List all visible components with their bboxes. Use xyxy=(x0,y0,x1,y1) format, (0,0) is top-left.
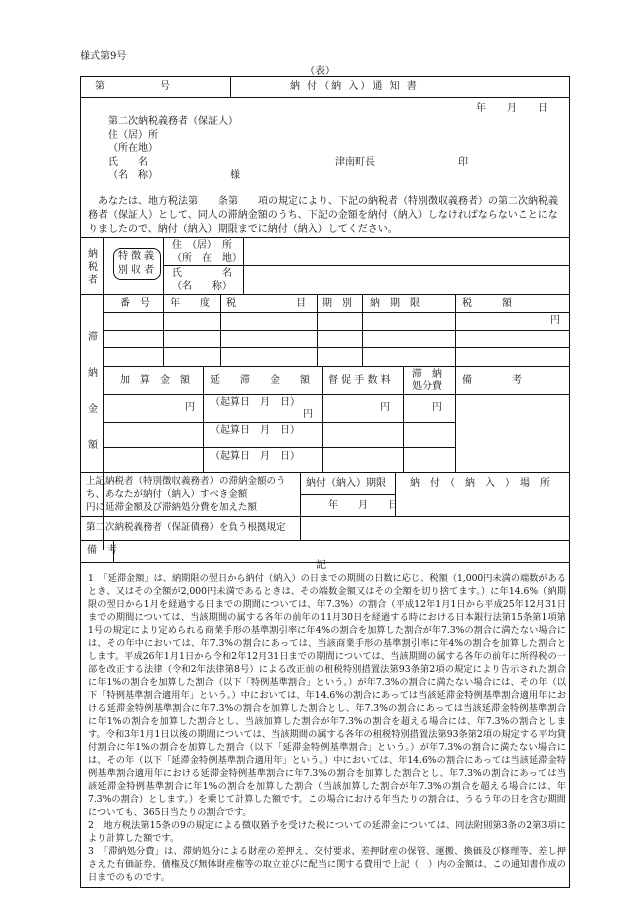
divider xyxy=(322,366,323,472)
divider xyxy=(103,312,570,313)
issuer: 津南町長 xyxy=(335,157,375,168)
divider xyxy=(163,294,164,366)
payment-place-label: 納 付 （ 納 入 ） 場 所 xyxy=(410,478,550,489)
col-reminder-fee: 督 促 手 数 料 xyxy=(328,375,391,386)
col-year: 年 度 xyxy=(170,298,210,309)
note-1: 1 「延滞金額」は、納期限の翌日から納付（納入）の日までの期間の日数に応じ、税額（1,000円未満の端数があるとき、又はその全額が2,000円未満であるときは、その端数金額又はその全額を切り捨てます。）に年14.6%（納期限の翌日から1月を経過する日までの期間については、年7.3%）の割合（平成12年1月1日から平成25年12月31日までの期間については、当該期間の属する各年の前年の11月30日を経過する時における日本銀行法第15条第1項第1号の規定により定められる商業手形の基準割引率に年4%の割合を加算した割合が年7.3%の割合に満たない場合には、その年中においては、年7.3%の割合にあっては、当該商業手形の基準割引率に年4%の割合を加算した割合とします。平成26年1月1日から令和2年12月31日までの期間については、当該期間の属する各年の前年に所得税の一部を改正する法律（令和2年法律第8号）による改正前の租税特別措置法第93条第2項の規定により告示された割合に年1%の割合を加算した割合（以下「特例基準割合」という。）が年7.3%の割合に満たない場合には、その年（以下「特例基準割合適用年」という。）中においては、年14.6%の割合にあっては当該延滞金特例基準割合適用年における延滞金特例基準割合に年7.3%の割合を加算した割合とし、年7.3%の割合にあっては当該延滞金特例基準割合に年1%の割合を加算した割合とし、当該加算した割合が年7.3%の割合を超える場合には、年7.3%の割合とします。令和3年1月1日以後の期間については、当該期間の属する各年の租税特別措置法第93条第2項の規定する平均貸付割合に年1%の割合を加算した割合（以下「延滞金特例基準割合」という。）が年7.3%の割合に満たない場合には、その年（以下「延滞金特例基準割合適用年」という。）中においては、年14.6%の割合にあっては当該延滞金特例基準割合適用年における延滞金特例基準割合に年7.3%の割合を加算した割合とし、年7.3%の割合にあっては当該延滞金特例基準割合に年1%の割合を加算した割合（当該加算した割合が年7.3%の割合を超える場合には、年7.3%の割合）とします。）を乗じて計算した額です。この場合における年当たりの割合は、うるう年の日を含む期間についても、365日当たりの割合です。 xyxy=(88,573,566,818)
arrears-label-1: 滞 xyxy=(88,332,98,343)
taxpayer-location: （所 在 地） xyxy=(172,253,242,264)
divider xyxy=(455,294,456,472)
yen-unit: 円 xyxy=(303,409,313,420)
arrears-label-3: 金 xyxy=(88,404,98,415)
date-day: 日 xyxy=(538,103,548,114)
number-label-2: 号 xyxy=(160,81,170,92)
arrears-label-4: 額 xyxy=(88,440,98,451)
recipient-location: （所在地） xyxy=(108,143,158,154)
start-date: （起算日 月 日） xyxy=(210,397,300,408)
divider xyxy=(220,294,221,366)
col-surcharge: 加 算 金 額 xyxy=(120,375,190,386)
divider xyxy=(103,347,570,348)
divider xyxy=(243,237,244,294)
divider xyxy=(103,330,570,331)
recipient-name: 氏 名 xyxy=(108,157,148,168)
col-number: 番 号 xyxy=(120,298,150,309)
divider xyxy=(103,394,570,395)
col-tax-item: 税 目 xyxy=(226,298,306,309)
notes-heading: 記 xyxy=(316,560,326,571)
divider xyxy=(317,294,318,366)
col-remarks: 備 考 xyxy=(462,375,522,386)
divider xyxy=(203,366,204,472)
start-date: （起算日 月 日） xyxy=(210,451,300,462)
col-disposal-1: 滞 納 xyxy=(412,369,442,380)
col-tax-amount: 税 額 xyxy=(462,298,512,309)
start-date: （起算日 月 日） xyxy=(210,425,300,436)
taxpayer-type-2: 別収者 xyxy=(118,265,157,276)
divider xyxy=(403,366,404,472)
payment-deadline-date: 年 月 日 xyxy=(328,500,398,511)
taxpayer-name: 氏 名 xyxy=(172,268,232,279)
date-year: 年 xyxy=(476,103,486,114)
notes-section xyxy=(88,572,566,884)
recipient-name-alt: （名 称） xyxy=(108,170,158,181)
divider xyxy=(103,366,570,367)
form-title: 納 付（納 入）通 知 書 xyxy=(290,81,419,92)
note-2: 2 地方税法第15条の9の規定による徴収猶予を受けた税についての延滞金については、同法附則第3条の2第3項により計算した額です。 xyxy=(88,820,566,844)
divider xyxy=(80,472,570,473)
number-label-1: 第 xyxy=(95,81,105,92)
form-number: 様式第9号 xyxy=(80,51,127,62)
arrears-label-2: 納 xyxy=(88,368,98,379)
divider xyxy=(163,265,570,266)
remarks-label: 備 考 xyxy=(87,545,117,556)
yen-unit: 円 xyxy=(380,402,390,413)
yen-unit: 円 xyxy=(550,315,560,326)
taxpayer-address: 住 （居） 所 xyxy=(172,240,232,251)
yen-unit: 円 xyxy=(185,402,195,413)
seal-mark: 印 xyxy=(458,157,468,168)
yen-unit: 円 xyxy=(432,402,442,413)
taxpayer-type-1: 特徴義 xyxy=(118,251,157,262)
payment-summary-1: 上記納税者（特別徴収義務者）の滞納金額のう xyxy=(86,476,286,487)
col-delinquency: 延 滞 金 額 xyxy=(210,375,310,386)
divider xyxy=(80,237,570,238)
liability-basis: 第二次納税義務者（保証債務）を負う根拠規定 xyxy=(86,522,286,533)
payment-summary-3: 円に延滞金額及び滞納処分費を加えた額 xyxy=(86,502,258,513)
divider xyxy=(300,494,395,495)
payment-deadline-label: 納付（納入）期限 xyxy=(306,478,386,489)
divider xyxy=(362,294,363,366)
divider xyxy=(300,472,301,540)
divider xyxy=(80,97,570,98)
intro-paragraph: あなたは、地方税法第 条第 項の規定により、下記の納税者（特別徴収義務者）の第二次納税義務者（保証人）として、同人の滞納金額のうち、下記の金額を納付（納入）しなければならないことになりましたので、納付（納入）期限までに納付（納入）してください。 xyxy=(88,196,558,235)
col-deadline: 納 期 限 xyxy=(370,298,420,309)
date-month: 月 xyxy=(507,103,517,114)
divider xyxy=(230,76,231,97)
divider xyxy=(80,540,570,541)
divider xyxy=(80,294,570,295)
side-label: （表） xyxy=(305,66,335,77)
honorific: 様 xyxy=(230,170,240,181)
divider xyxy=(80,516,570,517)
col-period: 期 別 xyxy=(322,298,352,309)
col-disposal-2: 処分費 xyxy=(412,381,442,392)
payment-summary-2: ち、あなたが納付（納入）すべき金額 xyxy=(86,489,248,500)
recipient-role: 第二次納税義務者（保証人） xyxy=(108,116,238,127)
recipient-address: 住（居）所 xyxy=(108,130,158,141)
note-3: 3 「滞納処分費」は、滞納処分による財産の差押え、交付要求、差押財産の保管、運搬、換価及び修理等、差し押さえた有価証券、債権及び無体財産権等の取立並びに配当に関する費用で上記（ ）内の金額は、この通知書作成の日までのものです。 xyxy=(88,846,566,883)
taxpayer-name-alt: （名 称） xyxy=(172,281,232,292)
taxpayer-label: 納税者 xyxy=(88,249,98,286)
